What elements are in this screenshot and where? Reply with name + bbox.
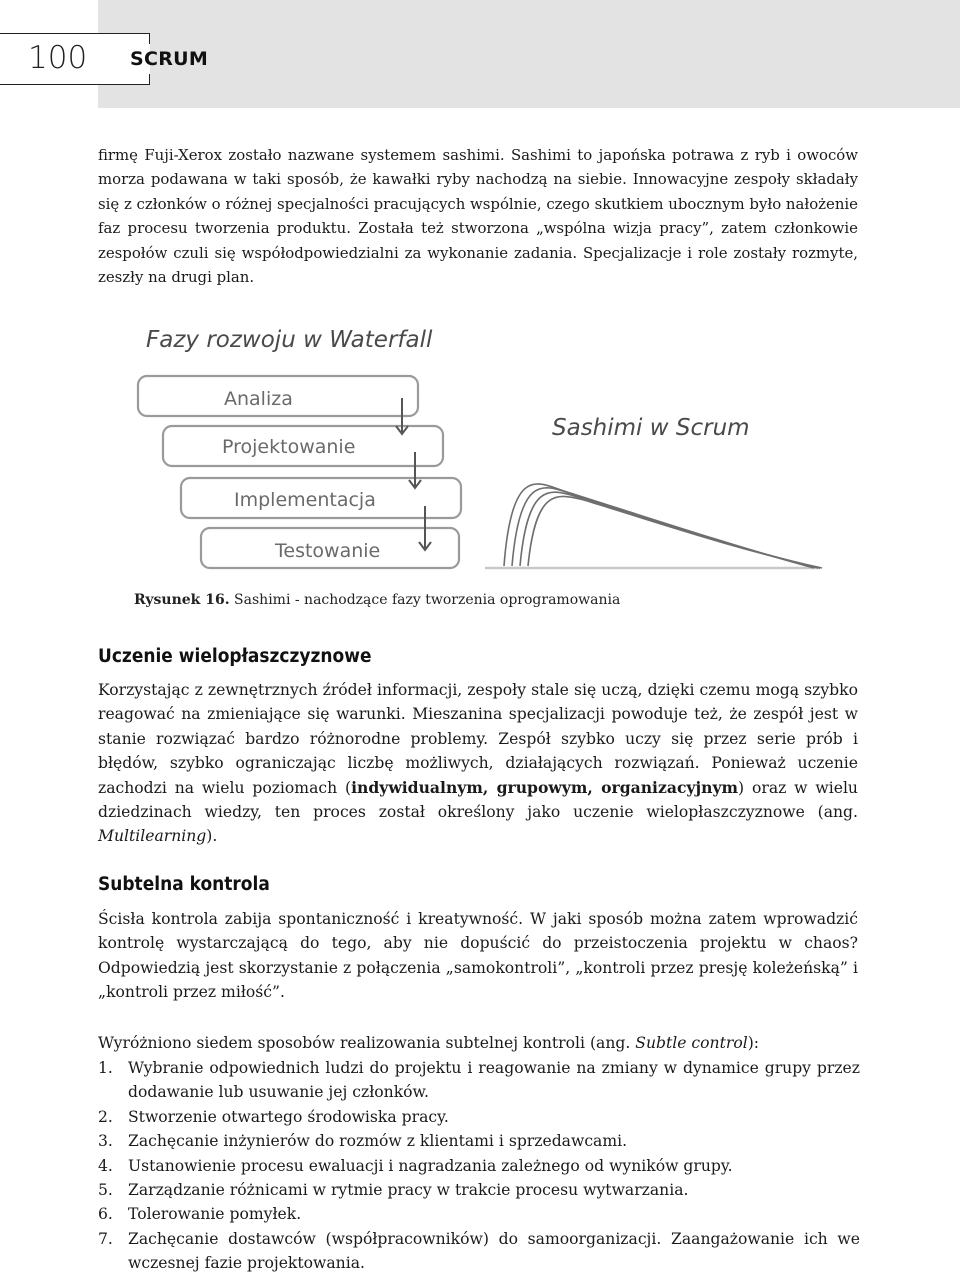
text-run: Wyróżniono siedem sposobów realizowania subtelnej kontroli (ang. [98,1034,636,1052]
phase-label: Implementacja [234,489,376,511]
curve-testowanie [528,496,822,568]
list-item [98,1178,860,1202]
text-run-italic: Subtle control [635,1034,748,1052]
list-item-text: Zachęcanie dostawców (współpracowników) do samoorganizacji. Zaangażowanie ich we wczesnej fazie projektowania. [128,1229,860,1273]
caption-text: Sashimi - nachodzące fazy tworzenia oprogramowania [229,592,621,608]
list-item [98,1129,860,1153]
list-item [98,1154,860,1178]
sashimi-title: Sashimi w Scrum [552,415,750,441]
subtle-control-intro [98,1031,858,1055]
list-item-text: Stworzenie otwartego środowiska pracy. [128,1107,449,1126]
subtle-control-list [98,1056,860,1276]
text-run-bold: indywidualnym, grupowym, organizacyjnym [351,777,739,797]
text-run-italic: Multilearning [98,827,207,846]
list-number: 6. [98,1205,113,1224]
page-number-box [0,33,150,85]
text-run: ) oraz w wielu dziedzinach wiedzy, ten proces został określony jako uczenie wielopłaszczyznowe (ang. [98,778,858,822]
list-number: 1. [98,1059,113,1077]
list-number: 4. [98,1156,113,1175]
text-run: ). [206,827,218,846]
list-item [98,1202,860,1226]
list-item-text: Wybranie odpowiednich ludzi do projektu i reagowanie na zmiany w dynamice grupy przez dodawanie lub usuwanie jej członków. [128,1059,860,1102]
header-tick [149,34,151,44]
list-number: 2. [98,1107,113,1126]
header-tick [149,74,151,84]
list-number: 5. [98,1181,113,1200]
list-item-text: Ustanowienie procesu ewaluacji i nagradzania zależnego od wyników grupy. [128,1156,733,1175]
text-run: ): [747,1034,760,1052]
caption-label: Rysunek 16. [134,592,230,608]
phase-label: Projektowanie [222,436,356,458]
phase-label: Analiza [224,388,293,410]
multilearning-paragraph [98,678,858,849]
chapter-title: SCRUM [130,48,209,70]
phase-label: Testowanie [275,540,381,562]
section-title-multilearning: Uczenie wielopłaszczyznowe [98,646,372,667]
list-item [98,1056,860,1105]
figure-svg [120,310,840,585]
intro-paragraph: firmę Fuji-Xerox zostało nazwane systemem sashimi. Sashimi to japońska potrawa z ryb i owoców morza podawana w taki sposób, że kawałki ryby nachodzą na siebie. Innowacyjne zespoły składały się z członków o różnej specjalności pracujących wspólnie, czego skutkiem ubocznym było nałożenie faz procesu tworzenia produktu. Została też stworzona „wspólna wizja pracy”, zatem członkowie zespołów czuli się współodpowiedzialni za wykonanie zadania. Specjalizacje i role zostały rozmyte, zeszły na drugi plan. [98,146,858,287]
list-item [98,1227,860,1276]
waterfall-title: Fazy rozwoju w Waterfall [146,327,433,353]
list-item-text: Zachęcanie inżynierów do rozmów z klientami i sprzedawcami. [128,1132,628,1151]
list-item-text: Zarządzanie różnicami w rytmie pracy w trakcie procesu wytwarzania. [128,1181,689,1200]
section-title-subtle-control: Subtelna kontrola [98,874,270,895]
figure-caption [134,592,620,608]
subtle-control-paragraph: Ścisła kontrola zabija spontaniczność i kreatywność. W jaki sposób można zatem wprowadzić kontrolę wystarczającą do tego, aby nie dopuścić do przeistoczenia projektu w chaos? Odpowiedzią jest skorzystanie z połączenia „samokontroli”, „kontroli przez presję koleżeńską” i „kontroli przez miłość”. [98,910,858,1002]
sashimi-figure [120,310,840,585]
list-number: 7. [98,1229,113,1248]
sashimi-curves [504,484,822,568]
list-item [98,1105,860,1129]
text-run: Korzystając z zewnętrznych źródeł informacji, zespoły stale się uczą, dzięki czemu mogą szybko reagować na zmieniające się warunki. Mieszanina specjalizacji powoduje też, że zespół jest w stanie rozwiązać bardzo różnorodne problemy. Zespół szybko uczy się przez serie prób i błędów, szybko ograniczając liczbę możliwych, działających rozwiązań. Ponieważ uczenie zachodzi na wielu poziomach ( [98,681,858,797]
header-band [98,0,960,108]
list-item-text: Tolerowanie pomyłek. [128,1205,302,1224]
page-number: 100 [28,40,88,76]
list-number: 3. [98,1132,113,1151]
